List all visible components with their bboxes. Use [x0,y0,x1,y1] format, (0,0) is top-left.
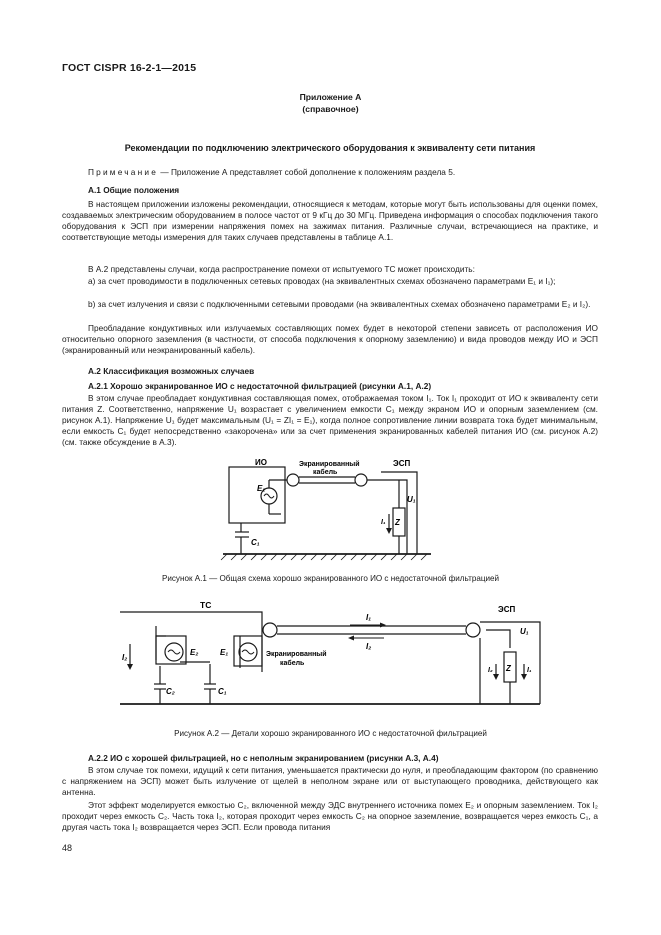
section-a22-paragraph-1: В этом случае ток помехи, идущий к сети питания, уменьшается практически до нуля, и преобладающим фактором (по сравнению с напряжением на ЭСП) может быть излучение от щелей в неполном экране или от выступающего проводника, действующего как антенна. [62,765,598,798]
fig2-i2-lisn-label: I₂ [488,667,493,674]
fig1-i1-label: I₁ [381,519,386,526]
document-id-header: ГОСТ CISPR 16-2-1—2015 [62,62,197,74]
fig2-i2-cable-label: I₂ [366,642,372,651]
annex-subtitle: (справочное) [302,104,359,114]
section-a22-heading: А.2.2 ИО с хорошей фильтрацией, но с неполным экранированием (рисунки А.3, А.4) [88,753,439,763]
page-number: 48 [62,843,73,853]
fig1-cable-label-1: Экранированный [299,461,360,468]
fig2-c2-label: C₂ [166,687,175,696]
fig1-e1-label: E₁ [257,484,266,493]
note-text: — Приложение А представляет собой дополнение к положениям раздела 5. [158,167,456,177]
fig2-z-label: Z [506,664,511,673]
section-a1-paragraph-1: В настоящем приложении изложены рекомендации, относящиеся к методам, которые могут быть использованы для оценки помех, создаваемых электрическим оборудованием в полосе частот от 9 кГц до 30 МГц. Приведена информация о способах подключения такого оборудования к ЭСП при измерении напряжения помех на зажимах питания. Различные случаи, встречающиеся на практике, и соответствующие методы измерения для таких случаев представлены в таблице А.1. [62,199,598,243]
fig1-cable-label-2: кабель [313,469,338,476]
fig2-cable-label-2: кабель [280,660,305,667]
section-a1-item-b: b) за счет излучения и связи с подключенными сетевыми проводами (на эквивалентных схемах обозначено параметрами E₂ и I₂). [88,299,591,309]
fig2-i2-left-label: I₂ [122,653,128,662]
fig2-i1-lisn-label: I₁ [527,667,532,674]
section-a21-heading: А.2.1 Хорошо экранированное ИО с недостаточной фильтрацией (рисунки А.1, А.2) [88,381,432,391]
note-label: Примечание [88,167,159,177]
fig1-u1-label: U₁ [407,495,416,504]
fig2-u1-label: U₁ [520,627,529,636]
fig2-tc-label: ТС [200,600,212,610]
figure-a1-diagram [215,458,445,570]
annex-title: Приложение А [299,92,362,102]
fig2-i1-cable-label: I₁ [366,613,372,622]
fig1-eut-label: ИО [255,458,267,467]
fig2-cable-label-1: Экранированный [266,651,327,658]
section-a1-item-a: а) за счет проводимости в подключенных сетевых проводах (на эквивалентных схемах обозначено параметрами E₁ и I₁); [88,276,556,286]
figure-a1-caption: Рисунок А.1 — Общая схема хорошо экранированного ИО с недостаточной фильтрацией [161,574,500,583]
fig2-c1-label: C₁ [218,687,227,696]
fig2-e1-label: E₁ [220,648,229,657]
fig1-c1-label: C₁ [251,538,260,547]
section-a1-heading: А.1 Общие положения [88,185,180,195]
main-title: Рекомендации по подключению электрического оборудования к эквиваленту сети питания [124,143,536,153]
section-a22-paragraph-2: Этот эффект моделируется емкостью C₂, включенной между ЭДС внутреннего источника помех E₂ и опорным заземлением. Ток I₂ проходит через емкость C₂. Часть тока I₂, которая проходит через емкость C₂ на опорное заземление, возвращается через емкость C₁, а другая часть тока I₂ возвращается через ЭСП. Если провода питания [62,800,598,833]
fig1-z-label: Z [395,518,400,527]
note [88,167,598,178]
section-a1-paragraph-3: Преобладание кондуктивных или излучаемых составляющих помех будет в некоторой степени зависеть от расположения ИО относительно опорного заземления (в частности, от способа подключения к опорному заземлению) и вида проводов между ИО и ЭСП (экранированный или неэкранированный кабель). [62,323,598,356]
fig2-lisn-label: ЭСП [498,605,516,614]
section-a21-paragraph: В этом случае преобладает кондуктивная составляющая помех, отображаемая током I₁. Ток I₁ проходит от ИО к эквиваленту сети питания Z. Соответственно, напряжение U₁ возрастает с увеличением емкости C₁ между экраном ИО и опорным заземлением (см. рисунок А.1). Напряжение U₁ будет максимальным (U₁ = ZI₁ = E₁), когда полное сопротивление линии возврата тока будет минимальным, если емкость C₁ будет непосредственно «закорочена» или за счет применения экранированных кабелей питания ИО (см. рисунок А.2) (см. также обсуждение в А.3). [62,393,598,448]
fig2-e2-label: E₂ [190,648,199,657]
fig1-lisn-label: ЭСП [393,459,411,468]
section-a2-heading: А.2 Классификация возможных случаев [88,366,255,376]
figure-a2-diagram [120,598,540,714]
section-a1-paragraph-2: В А.2 представлены случаи, когда распространение помехи от испытуемого ТС может происходить: [88,264,475,274]
figure-a2-caption: Рисунок А.2 — Детали хорошо экранированного ИО с недостаточной фильтрацией [174,729,487,738]
